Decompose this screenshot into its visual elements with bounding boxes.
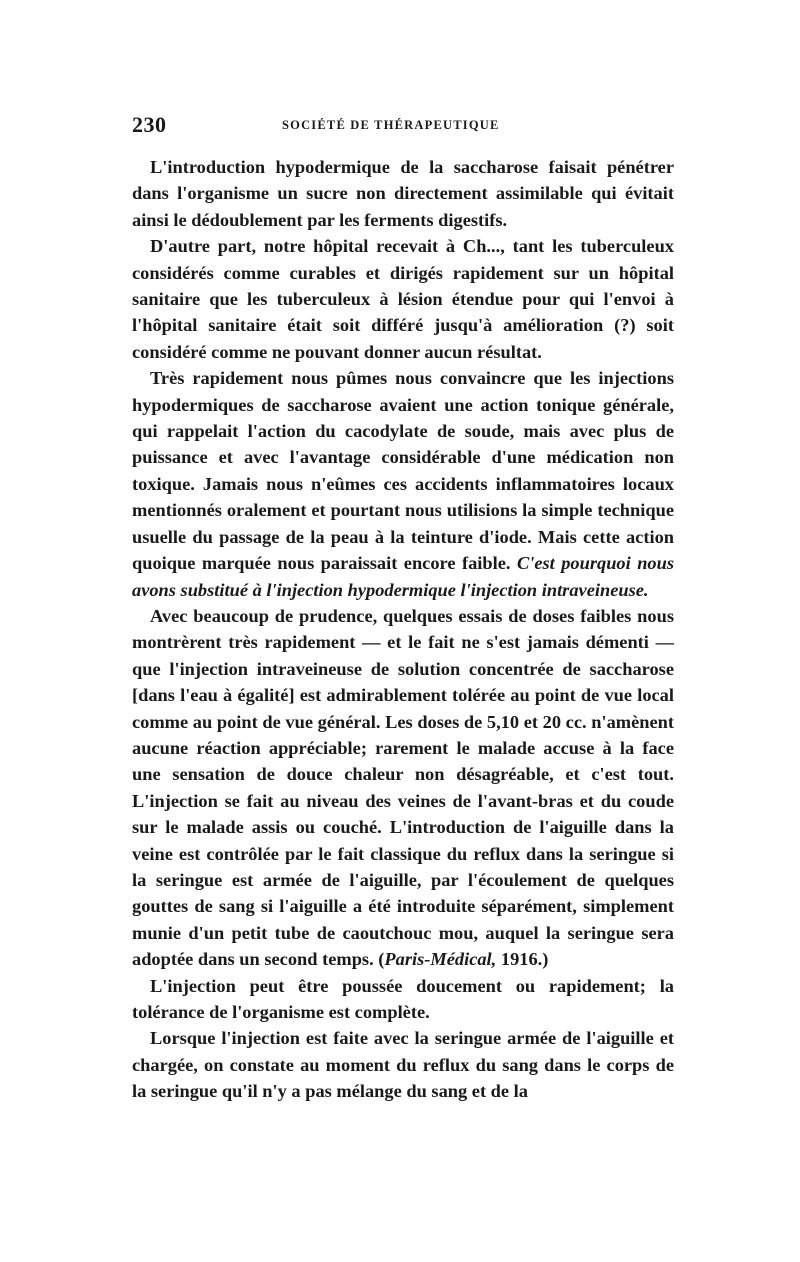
paragraph bbox=[132, 154, 674, 233]
paragraph-text: D'autre part, notre hôpital recevait à Ch..., tant les tuberculeux considérés comme curables et dirigés rapidement sur un hôpital sanitaire que les tuberculeux à lésion étendue pour qui l'envoi à l'hôpital sanitaire était soit différé jusqu'à amélioration (?) soit considéré comme ne pouvant donner aucun résultat. bbox=[132, 236, 674, 362]
paragraph bbox=[132, 1025, 674, 1104]
paragraph-text: L'injection peut être poussée doucement ou rapidement; la tolérance de l'organisme est complète. bbox=[132, 975, 674, 1022]
paragraph-text: L'introduction hypodermique de la saccharose faisait pénétrer dans l'organisme un sucre non directement assimilable qui évitait ainsi le dédoublement par les ferments digestifs. bbox=[132, 157, 674, 230]
page-header bbox=[132, 108, 674, 148]
paragraph bbox=[132, 233, 674, 365]
paragraph-text: Avec beaucoup de prudence, quelques essais de doses faibles nous montrèrent très rapidement — et le fait ne s'est jamais démenti — que l'injection intraveineuse de solution concentrée de saccharose [dans l'eau à égalité] est admirablement tolérée au point de vue local comme au point de vue général. Les doses de 5,10 et 20 cc. n'amènent aucune réaction appréciable; rarement le malade accuse à la face une sensation de douce chaleur non désagréable, et c'est tout. L'injection se fait au niveau des veines de l'avant-bras et du coude sur le malade assis ou couché. L'introduction de l'aiguille dans la veine est contrôlée par le fait classique du reflux dans la seringue si la seringue est armée de l'aiguille, par l'écoulement de quelques gouttes de sang si l'aiguille a été introduite séparément, simplement munie d'un petit tube de caoutchouc mou, auquel la seringue sera adoptée dans un second temps. ( bbox=[132, 605, 674, 970]
citation-year: 1916.) bbox=[496, 949, 549, 970]
paragraph-text: Lorsque l'injection est faite avec la seringue armée de l'aiguille et chargée, on constate au moment du reflux du sang dans le corps de la seringue qu'il n'y a pas mélange du sang et de la bbox=[132, 1028, 674, 1102]
running-head: SOCIÉTÉ DE THÉRAPEUTIQUE bbox=[282, 118, 500, 132]
body-text bbox=[132, 154, 674, 1105]
paragraph bbox=[132, 365, 674, 603]
citation-source: Paris-Médical, bbox=[384, 949, 497, 970]
paragraph bbox=[132, 603, 674, 973]
page-number: 230 bbox=[132, 112, 167, 137]
paragraph-text: Très rapidement nous pûmes nous convaincre que les injections hypodermiques de saccharose avaient une action tonique générale, qui rappelait l'action du cacodylate de soude, mais avec plus de puissance et avec l'avantage considérable d'une médication non toxique. Jamais nous n'eûmes ces accidents inflammatoires locaux mentionnés oralement et pourtant nous utilisions la simple technique usuelle du passage de la peau à la teinture d'iode. Mais cette action quoique marquée nous paraissait encore faible. bbox=[132, 368, 674, 574]
paragraph-italic-text: C'est pourquoi nous avons substitué à l'injection hypodermique l'injection intraveineuse. bbox=[132, 553, 674, 600]
document-page bbox=[132, 108, 674, 1105]
paragraph bbox=[132, 973, 674, 1026]
